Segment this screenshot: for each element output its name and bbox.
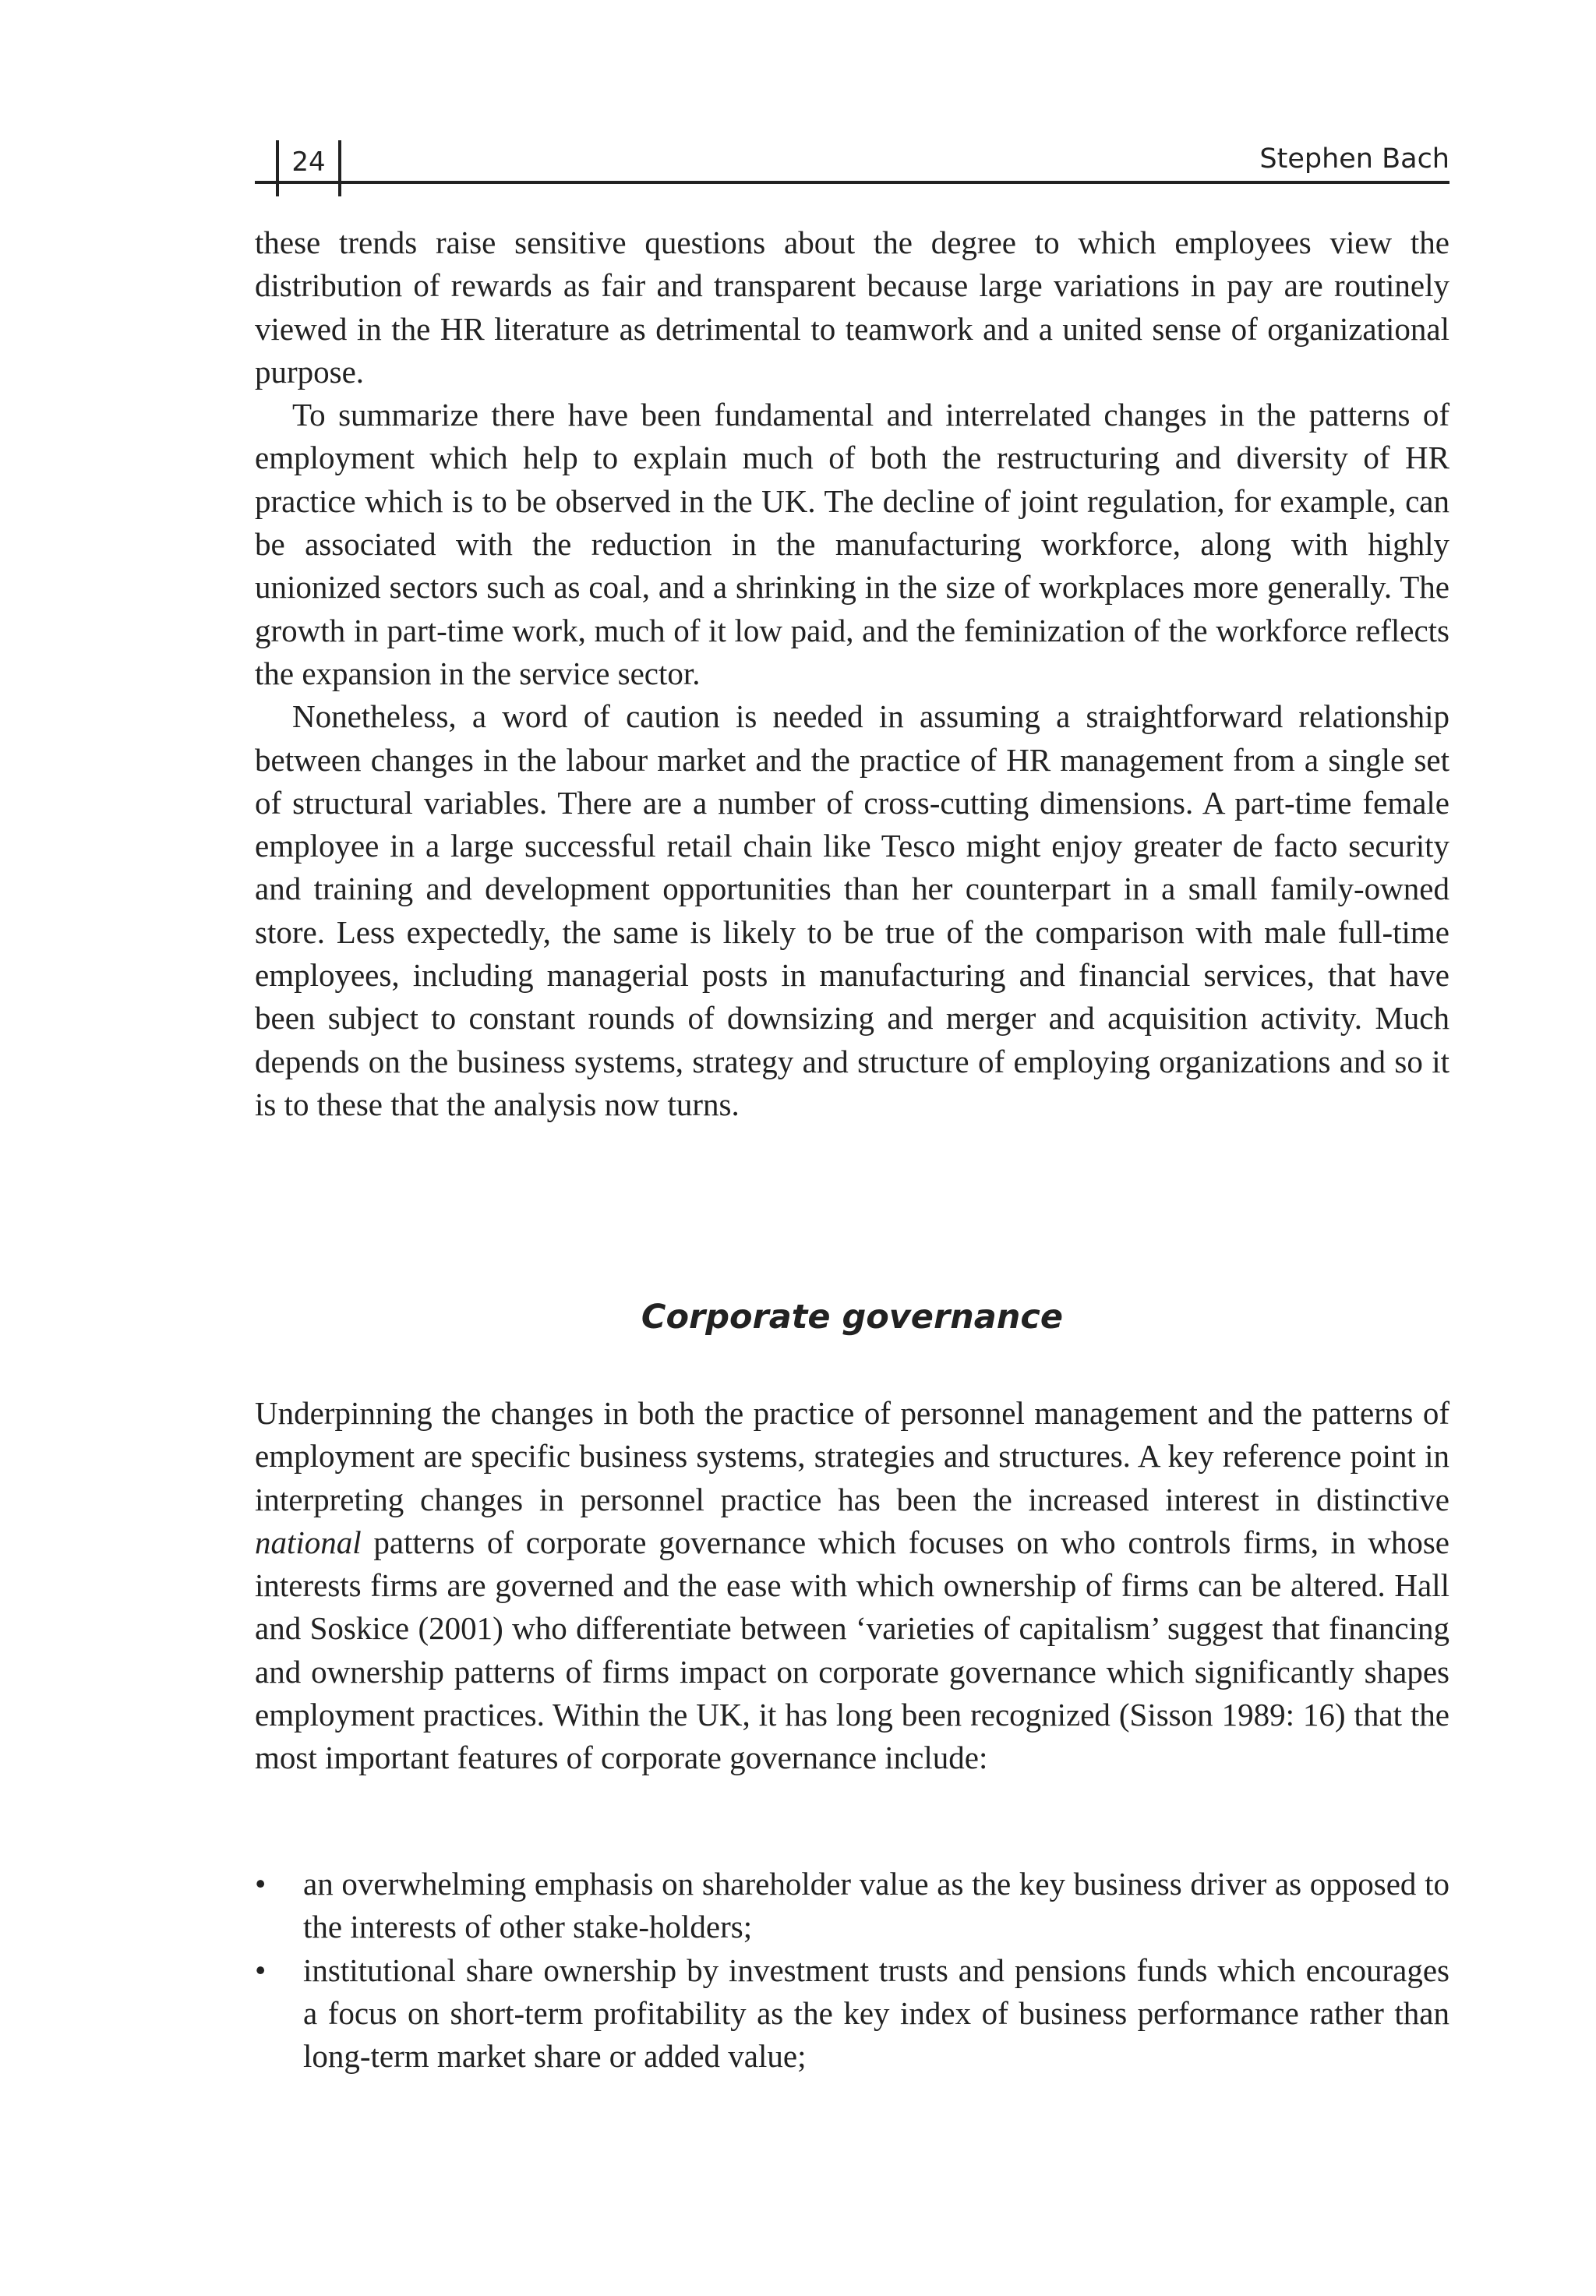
list-item xyxy=(255,1863,1449,1949)
section-heading: Corporate governance xyxy=(641,1298,1064,1337)
paragraph-continuation: these trends raise sensitive questions about the degree to which employees view the distribution of rewards as fair and transparent because large variations in pay are routinely viewed in the HR literature as detrimental to teamwork and a united sense of organizational purpose. xyxy=(255,224,1449,390)
list-item-text: an overwhelming emphasis on shareholder value as the key business driver as opposed to the interests of other stake-holders; xyxy=(303,1866,1449,1945)
paragraph-caution: Nonetheless, a word of caution is needed in assuming a straightforward relationship between changes in the labour market and the practice of HR management from a single set of structural variables. There are a number of cross-cutting dimensions. A part-time female employee in a large successful retail chain like Tesco might enjoy greater de facto security and training and development opportunities than her counterpart in a small family-owned store. Less expectedly, the same is likely to be true of the comparison with male full-time employees, including managerial posts in manufacturing and financial services, that have been subject to constant rounds of downsizing and merger and acquisition activity. Much depends on the business systems, strategy and structure of employing organizations and so it is to these that the analysis now turns. xyxy=(255,698,1449,1122)
page-number: 24 xyxy=(291,147,326,178)
body-text-section-2 xyxy=(255,1392,1449,1780)
body-text-section-1 xyxy=(255,221,1449,1126)
header-rule-tick-left xyxy=(276,181,279,196)
paragraph-corporate-governance xyxy=(255,1392,1449,1780)
list-item xyxy=(255,1949,1449,2079)
paragraph-text-end: patterns of corporate governance which focuses on who controls firms, in whose interests firms are governed and the ease with which ownership of firms can be altered. Hall and Soskice (2001) who differentiate between ‘varieties of capitalism’ suggest that financing and ownership patterns of firms impact on corporate governance which significantly shapes employment practices. Within the UK, it has long been recognized (Sisson 1989: 16) that the most important features of corporate governance include: xyxy=(255,1524,1449,1776)
list-item-text: institutional share ownership by investment trusts and pensions funds which encourages a focus on short-term profitability as the key index of business performance rather than long-term market share or added value; xyxy=(303,1952,1449,2075)
paragraph-summary: To summarize there have been fundamental and interrelated changes in the patterns of employment which help to explain much of both the restructuring and diversity of HR practice which is to be observed in the UK. The decline of joint regulation, for example, can be associated with the reduction in the manufacturing workforce, along with highly unionized sectors such as coal, and a shrinking in the size of workplaces more generally. The growth in part-time work, much of it low paid, and the feminization of the workforce reflects the expansion in the service sector. xyxy=(255,397,1449,691)
bullet-list xyxy=(255,1863,1449,2078)
page-number-box xyxy=(276,140,341,181)
header-rule xyxy=(255,181,1449,184)
bullet-marker: • xyxy=(255,1866,267,1902)
paragraph-text-start: Underpinning the changes in both the practice of personnel management and the patterns of employment are specific business systems, strategies and structures. A key reference point in interpreting changes in personnel practice has been the increased interest in distinctive xyxy=(255,1395,1449,1517)
bullet-marker: • xyxy=(255,1952,267,1988)
emphasis-national: national xyxy=(255,1524,362,1560)
running-head-author: Stephen Bach xyxy=(1259,143,1449,175)
page-header xyxy=(255,132,1449,190)
header-rule-tick-right xyxy=(338,181,341,196)
